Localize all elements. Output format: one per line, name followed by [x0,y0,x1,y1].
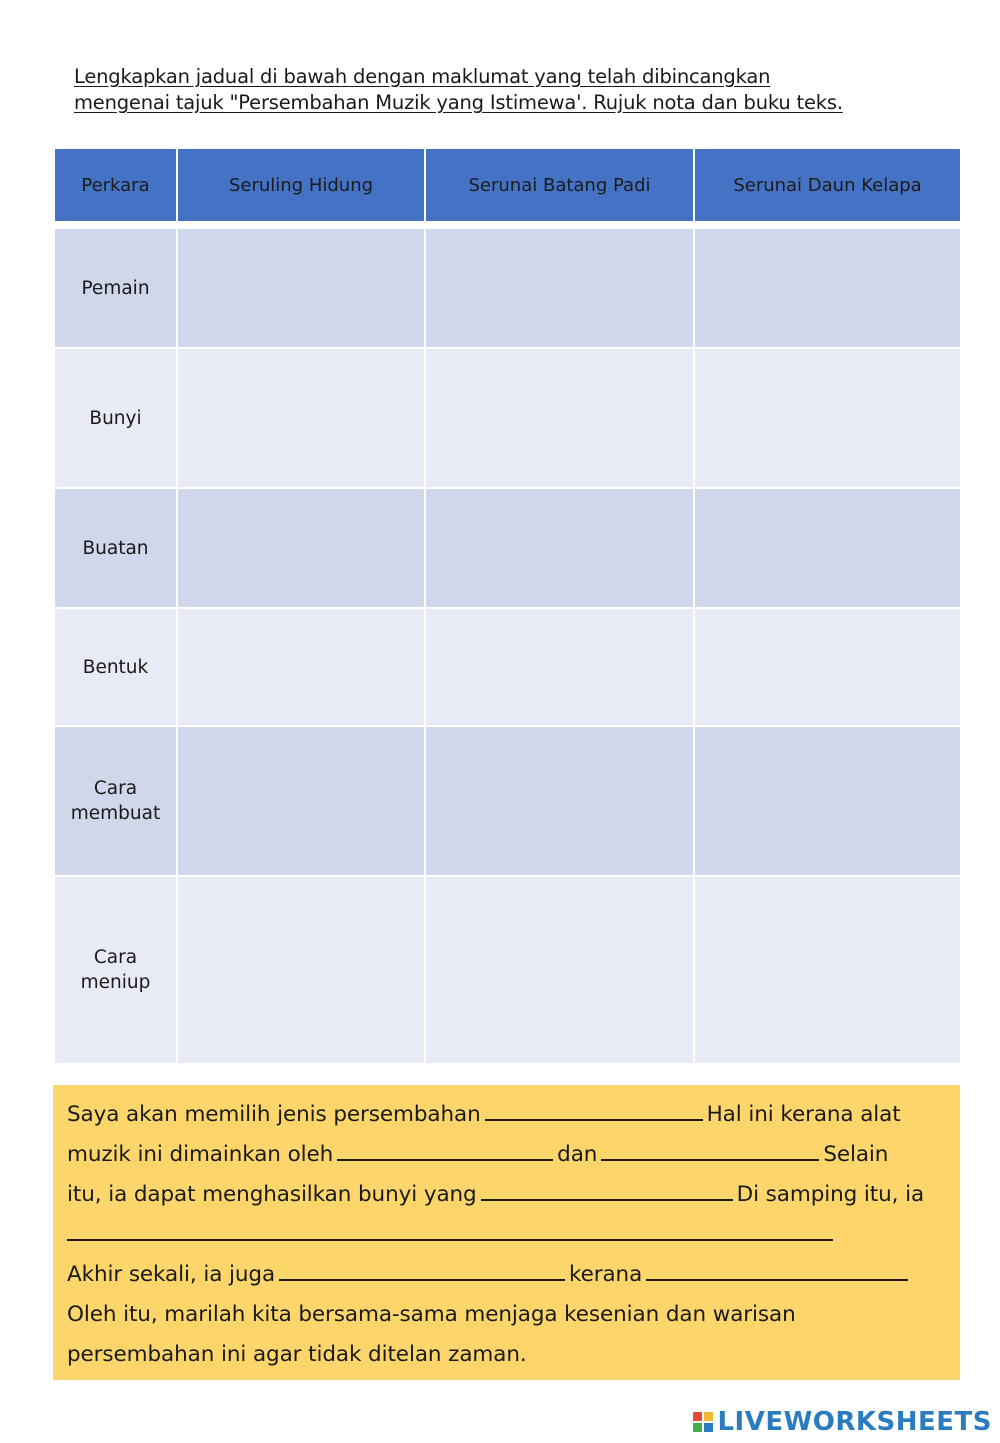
answer-cell[interactable] [694,608,961,726]
logo-square-icon [704,1412,713,1421]
blank-field[interactable] [337,1137,553,1161]
paragraph-line [67,1175,950,1215]
row-label-pemain: Pemain [54,228,177,348]
paragraph-text: Hal ini kerana alat [706,1102,901,1127]
answer-cell[interactable] [177,348,425,488]
blank-field[interactable] [646,1257,908,1281]
liveworksheets-logo [693,1407,992,1437]
row-label-line: Cara [93,778,138,799]
row-label-cara-membuat [54,726,177,876]
answer-cell[interactable] [177,228,425,348]
paragraph-text: Oleh itu, marilah kita bersama-sama menjaga kesenian dan warisan [67,1302,796,1327]
answer-cell[interactable] [177,608,425,726]
row-label-line: Cara [93,947,138,968]
instructions [74,64,954,116]
header-serunai-daun-kelapa: Serunai Daun Kelapa [694,148,961,222]
paragraph-text: muzik ini dimainkan oleh [67,1142,334,1167]
liveworksheets-logo-icon [693,1412,713,1432]
answer-cell[interactable] [694,876,961,1064]
logo-square-icon [693,1423,702,1432]
paragraph-line [67,1215,950,1255]
blank-field[interactable] [279,1257,565,1281]
table-row [54,726,961,876]
table-row [54,228,961,348]
paragraph-line [67,1095,950,1135]
paragraph-text: Di samping itu, ia [736,1182,925,1207]
paragraph-line [67,1335,950,1375]
answer-cell[interactable] [425,876,694,1064]
answer-cell[interactable] [425,348,694,488]
answer-cell[interactable] [694,488,961,608]
answer-cell[interactable] [425,228,694,348]
paragraph-line [67,1135,950,1175]
row-label-line: meniup [80,972,151,993]
fill-in-paragraph [53,1085,960,1380]
answer-cell[interactable] [177,488,425,608]
paragraph-line [67,1295,950,1335]
instructions-line-2: mengenai tajuk "Persembahan Muzik yang Istimewa'. Rujuk nota dan buku teks. [74,91,843,114]
answer-cell[interactable] [177,876,425,1064]
paragraph-text: Selain [823,1142,889,1167]
row-label-buatan: Buatan [54,488,177,608]
answer-cell[interactable] [694,228,961,348]
paragraph-text: Saya akan memilih jenis persembahan [67,1102,481,1127]
table-row [54,608,961,726]
row-label-line: membuat [70,803,161,824]
table-row [54,348,961,488]
answer-cell[interactable] [425,608,694,726]
header-serunai-batang-padi: Serunai Batang Padi [425,148,694,222]
blank-field[interactable] [485,1097,703,1121]
table-header-row [54,148,961,222]
paragraph-text: itu, ia dapat menghasilkan bunyi yang [67,1182,477,1207]
header-seruling-hidung: Seruling Hidung [177,148,425,222]
paragraph-line [67,1255,950,1295]
answer-cell[interactable] [425,726,694,876]
instructions-line-1: Lengkapkan jadual di bawah dengan maklumat yang telah dibincangkan [74,65,771,88]
blank-field[interactable] [67,1217,833,1241]
header-perkara: Perkara [54,148,177,222]
brand-name: LIVEWORKSHEETS [717,1407,992,1437]
answer-cell[interactable] [694,726,961,876]
answer-cell[interactable] [177,726,425,876]
row-label-bentuk: Bentuk [54,608,177,726]
row-label-bunyi: Bunyi [54,348,177,488]
row-label-cara-meniup [54,876,177,1064]
answer-cell[interactable] [694,348,961,488]
answer-cell[interactable] [425,488,694,608]
table-row [54,488,961,608]
paragraph-text: persembahan ini agar tidak ditelan zaman. [67,1342,527,1367]
paragraph-text: Akhir sekali, ia juga [67,1262,276,1287]
logo-square-icon [693,1412,702,1421]
paragraph-text: dan [557,1142,598,1167]
comparison-table [53,147,962,1065]
blank-field[interactable] [601,1137,819,1161]
blank-field[interactable] [481,1177,733,1201]
paragraph-text: kerana [569,1262,643,1287]
logo-square-icon [704,1423,713,1432]
table-row [54,876,961,1064]
